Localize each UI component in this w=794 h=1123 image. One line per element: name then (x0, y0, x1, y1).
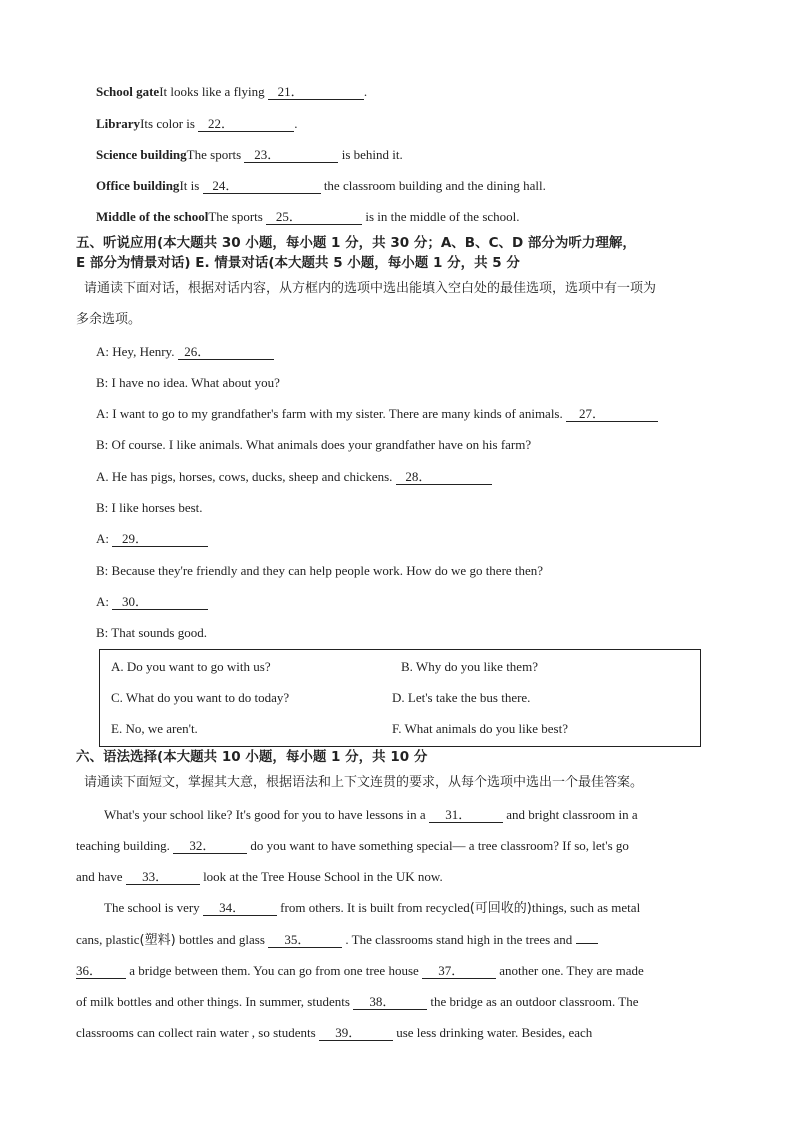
passage-text: of milk bottles and other things. In summer, students (76, 994, 354, 1009)
blank-number: 39． (335, 1025, 362, 1040)
location-name: Library (96, 116, 141, 131)
blank-number: 29． (122, 531, 149, 546)
dialogue-line (96, 594, 208, 610)
answer-blank[interactable] (319, 1026, 393, 1041)
passage-line (76, 932, 598, 949)
answer-blank[interactable] (266, 210, 362, 225)
blank-number: 27． (579, 406, 606, 421)
location-text-post: . (294, 116, 298, 131)
passage-text: from others. It is built from recycled (276, 900, 470, 915)
passage-text: and have (76, 869, 126, 884)
location-line (96, 178, 546, 194)
section-heading: 六、语法选择(本大题共 10 小题，每小题 1 分，共 10 分 (76, 749, 428, 765)
passage-line (104, 900, 640, 917)
instruction-text: 多余选项。 (76, 312, 142, 327)
blank-number: 25． (275, 209, 302, 224)
dialogue-text: A. He has pigs, horses, cows, ducks, sheep and chickens. (96, 469, 396, 484)
passage-text: do you want to have something special— a tree classroom? If so, let's go (247, 838, 629, 853)
passage-text: and bright classroom in a (502, 807, 638, 822)
answer-blank[interactable] (173, 839, 247, 854)
dialogue-line (96, 469, 492, 485)
location-text: It looks like a flying (159, 84, 268, 99)
blank-number: 37． (438, 963, 465, 978)
dialogue-line (96, 531, 208, 547)
dialogue-line (96, 344, 274, 360)
blank-number: 26． (184, 344, 211, 359)
location-text-post: the classroom building and the dining hall. (320, 178, 546, 193)
answer-blank[interactable] (203, 179, 321, 194)
passage-text: look at the Tree House School in the UK now. (199, 869, 443, 884)
location-text-post: is in the middle of the school. (362, 209, 520, 224)
answer-blank[interactable] (429, 808, 503, 823)
dialogue-line: B: I like horses best. (96, 500, 203, 515)
section-heading: 五、听说应用(本大题共 30 小题，每小题 1 分，共 30 分；A、B、C、D 部分为听力理解， (76, 235, 636, 251)
passage-text: The school is very (104, 900, 203, 915)
location-line (96, 147, 403, 163)
blank-number: 23． (254, 147, 281, 162)
answer-blank[interactable] (268, 85, 364, 100)
location-text: The sports (208, 209, 267, 224)
blank-number: 34． (219, 900, 246, 915)
section-heading: E 部分为情景对话) E. 情景对话(本大题共 5 小题，每小题 1 分，共 5 分 (76, 255, 520, 271)
answer-blank[interactable] (422, 964, 496, 979)
passage-line (76, 838, 629, 854)
location-text: Its color is (140, 116, 199, 131)
blank-number: 28． (405, 469, 432, 484)
blank-number: 31． (445, 807, 472, 822)
passage-text: the bridge as an outdoor classroom. The (427, 994, 639, 1009)
passage-text: classrooms can collect rain water , so students (76, 1025, 319, 1040)
location-text-post: is behind it. (338, 147, 403, 162)
blank-number: 32． (189, 838, 216, 853)
blank-number: 35． (284, 932, 311, 947)
annotation-text: (塑料) (139, 933, 176, 948)
blank-number: 36． (76, 963, 103, 978)
answer-blank[interactable] (112, 595, 208, 610)
passage-text: use less drinking water. Besides, each (392, 1025, 593, 1040)
option-f[interactable]: F. What animals do you like best? (392, 721, 568, 736)
passage-text: . The classrooms stand high in the trees and (342, 932, 576, 947)
dialogue-text: A: I want to go to my grandfather's farm with my sister. There are many kinds of animals. (96, 406, 566, 421)
answer-blank[interactable] (126, 870, 200, 885)
passage-line (104, 807, 638, 823)
answer-blank-continued[interactable] (576, 943, 598, 944)
options-box (99, 649, 701, 747)
blank-number: 38． (369, 994, 396, 1009)
blank-number: 24． (212, 178, 239, 193)
option-c[interactable]: C. What do you want to do today? (111, 690, 290, 705)
answer-blank[interactable] (76, 964, 126, 979)
location-text: It is (179, 178, 203, 193)
location-text: The sports (186, 147, 245, 162)
passage-text: What's your school like? It's good for you to have lessons in a (104, 807, 429, 822)
dialogue-line: B: That sounds good. (96, 625, 207, 640)
blank-number: 22． (207, 116, 234, 131)
location-line (96, 209, 520, 225)
dialogue-text: A: (96, 594, 113, 609)
blank-number: 21． (277, 84, 304, 99)
option-e[interactable]: E. No, we aren't. (111, 721, 198, 736)
passage-line (76, 963, 644, 979)
blank-number: 33． (142, 869, 169, 884)
location-line (96, 116, 297, 132)
dialogue-line: B: Of course. I like animals. What animals does your grandfather have on his farm? (96, 437, 532, 452)
answer-blank[interactable] (178, 345, 274, 360)
location-name: Science building (96, 147, 187, 162)
option-a[interactable]: A. Do you want to go with us? (111, 659, 271, 674)
passage-text: another one. They are made (496, 963, 644, 978)
option-d[interactable]: D. Let's take the bus there. (392, 690, 531, 705)
passage-line (76, 869, 443, 885)
location-name: Office building (96, 178, 180, 193)
passage-text: a bridge between them. You can go from one tree house (126, 963, 423, 978)
annotation-text: (可回收的) (469, 901, 532, 916)
answer-blank[interactable] (353, 995, 427, 1010)
instruction-text: 请通读下面对话，根据对话内容，从方框内的选项中选出能填入空白处的最佳选项，选项中有一项为 (84, 281, 657, 296)
passage-text: cans, plastic (76, 932, 140, 947)
dialogue-line: B: I have no idea. What about you? (96, 375, 280, 390)
passage-line (76, 1025, 592, 1041)
location-line (96, 84, 367, 100)
instruction-text: 请通读下面短文，掌握其大意，根据语法和上下文连贯的要求，从每个选项中选出一个最佳答案。 (84, 775, 644, 790)
passage-text: teaching building. (76, 838, 174, 853)
option-b[interactable]: B. Why do you like them? (401, 659, 538, 674)
answer-blank[interactable] (396, 470, 492, 485)
location-name: School gate (96, 84, 160, 99)
dialogue-text: A: (96, 531, 113, 546)
answer-blank[interactable] (268, 933, 342, 948)
answer-blank[interactable] (566, 407, 658, 422)
answer-blank[interactable] (203, 901, 277, 916)
passage-line (76, 994, 638, 1010)
dialogue-text: A: Hey, Henry. (96, 344, 178, 359)
dialogue-line: B: Because they're friendly and they can help people work. How do we go there then? (96, 563, 544, 578)
dialogue-line (96, 406, 658, 422)
blank-number: 30． (122, 594, 149, 609)
passage-text: bottles and glass (175, 932, 269, 947)
answer-blank[interactable] (112, 532, 208, 547)
answer-blank[interactable] (198, 117, 294, 132)
location-text-post: . (363, 84, 368, 99)
answer-blank[interactable] (244, 148, 338, 163)
location-name: Middle of the school (96, 209, 209, 224)
passage-text: things, such as metal (531, 900, 641, 915)
